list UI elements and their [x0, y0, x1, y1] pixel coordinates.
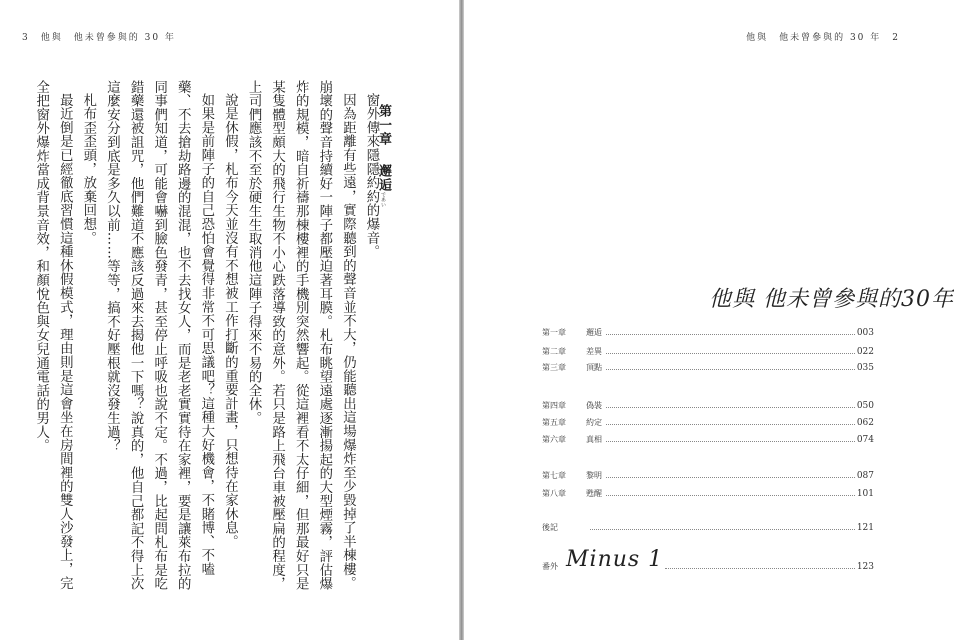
chapter-ruby: であい	[380, 192, 386, 207]
paragraph: 札布歪歪頭，放棄回想。	[80, 93, 96, 246]
book-title-handwritten: 他與 他未曾參與的30年	[709, 287, 954, 312]
dot-leader	[606, 441, 855, 442]
toc-row-extra[interactable]: 番外 Minus 1 123	[542, 547, 874, 572]
toc-row[interactable]: 後記 121	[542, 523, 874, 533]
dot-leader	[606, 334, 855, 335]
paragraph: 最近倒是已經徹底習慣這種休假模式，理由則是這會坐在房間裡的雙人沙發上，完全把窗外爆炸當成背景音效，和顏悅色與女兒通電話的男人。	[33, 80, 73, 591]
right-page	[464, 0, 954, 640]
toc-row[interactable]: 第八章 甦醒 101	[542, 489, 874, 499]
paragraph: 說是休假，札布今天並沒有不想被工作打斷的重要計畫，只想待在家休息。	[222, 93, 238, 549]
chapter-number: 第一章	[376, 104, 391, 146]
toc-row[interactable]: 第七章 黎明 087	[542, 471, 874, 481]
running-header-right: 他與 他未曾參與的 30 年 2	[746, 33, 900, 43]
dot-leader	[665, 568, 855, 569]
dot-leader	[606, 424, 855, 425]
toc-row[interactable]: 第六章 真相 074	[542, 435, 874, 445]
paragraph: 窗外傳來隱隱約約的爆音。	[364, 93, 379, 259]
paragraph: 因為距離有些遠，實際聽到的聲音並不大，仍能聽出這場爆炸至少毀掉了半棟樓。崩壞的聲音持續好一陣子都壓迫著耳膜。札布眺望遠處逐漸揚起的大型煙霧，評估爆炸的規模，暗自祈禱那棟樓裡的手機別突然響起。從這裡看不太仔細，但那最好只是某隻體型頗大的飛行生物不小心跌落導致的意外。若只是路上飛台車被壓扁的程度，上司們應該不至於硬生生取消他這陣子得來不易的全休。	[246, 80, 356, 591]
dot-leader	[590, 529, 855, 530]
dot-leader	[606, 353, 855, 354]
toc-row[interactable]: 第一章 邂逅 003	[542, 328, 874, 338]
running-header-left: 3 他與 他未曾參與的 30 年	[22, 33, 176, 43]
toc-row[interactable]: 第五章 約定 062	[542, 418, 874, 428]
paragraph: 如果是前陣子的自己恐怕會覺得非常不可思議吧？這種大好機會，不賭博、不嗑藥、不去搶劫路邊的混混，也不去找女人，而是老老實實待在家裡，要是讓萊布拉的同事們知道，可能會嚇到臉色發青，甚至停止呼吸也說不定。不過，比起問札布是吃錯藥還被詛咒，他們難道不應該反過來去揭他一下嗎？說真的，他自己都記不得上次這麼安分到底是多久以前……等等，搞不好壓根就沒發生過？	[104, 80, 214, 591]
dot-leader	[606, 495, 855, 496]
dot-leader	[606, 407, 855, 408]
dot-leader	[606, 369, 855, 370]
dot-leader	[606, 477, 855, 478]
body-text	[29, 80, 383, 600]
chapter-title: 邂逅	[376, 164, 391, 192]
toc-row[interactable]: 第三章 頂點 035	[542, 363, 874, 373]
toc-row[interactable]: 第四章 偽裝 050	[542, 401, 874, 411]
toc-row[interactable]: 第二章 差異 022	[542, 347, 874, 357]
left-page	[0, 0, 459, 640]
extra-title-handwritten: Minus 1	[566, 547, 664, 572]
